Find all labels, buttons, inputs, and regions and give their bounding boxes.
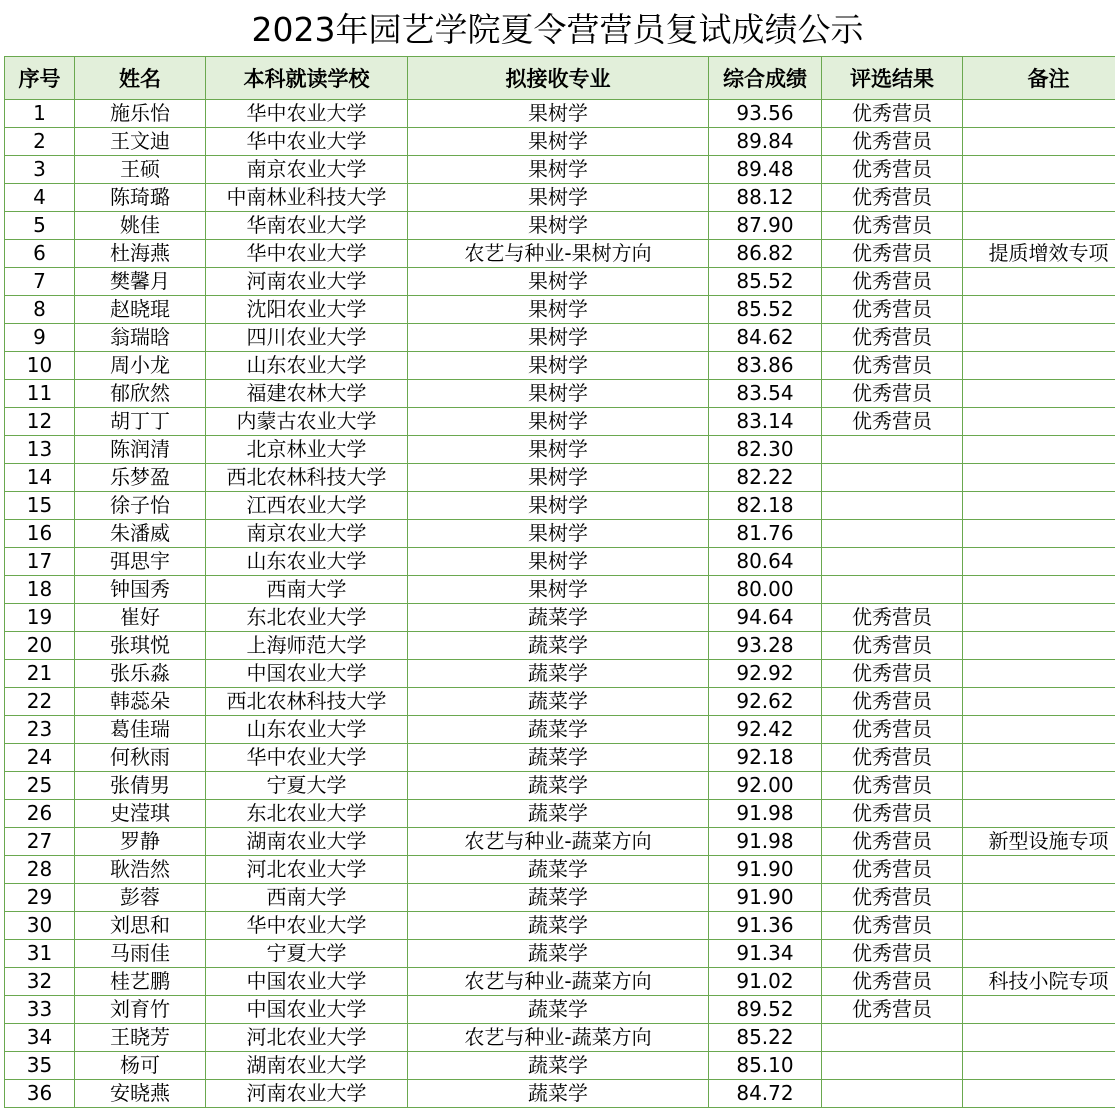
cell-school: 华中农业大学 xyxy=(206,100,408,128)
cell-major: 果树学 xyxy=(408,184,709,212)
cell-result xyxy=(822,520,963,548)
cell-major: 蔬菜学 xyxy=(408,1052,709,1080)
cell-score: 80.00 xyxy=(709,576,822,604)
cell-index: 5 xyxy=(5,212,75,240)
table-row xyxy=(5,184,1115,212)
cell-remark xyxy=(963,576,1115,604)
cell-major: 蔬菜学 xyxy=(408,940,709,968)
cell-result: 优秀营员 xyxy=(822,240,963,268)
cell-index: 26 xyxy=(5,800,75,828)
header-remark: 备注 xyxy=(963,57,1115,100)
cell-name: 翁瑞晗 xyxy=(75,324,206,352)
cell-index: 32 xyxy=(5,968,75,996)
cell-major: 果树学 xyxy=(408,212,709,240)
cell-score: 93.28 xyxy=(709,632,822,660)
cell-score: 85.10 xyxy=(709,1052,822,1080)
cell-name: 王文迪 xyxy=(75,128,206,156)
table-row xyxy=(5,604,1115,632)
cell-remark: 科技小院专项 xyxy=(963,968,1115,996)
table-row xyxy=(5,632,1115,660)
cell-name: 赵晓琨 xyxy=(75,296,206,324)
cell-score: 84.72 xyxy=(709,1080,822,1108)
cell-score: 91.98 xyxy=(709,800,822,828)
cell-name: 姚佳 xyxy=(75,212,206,240)
cell-major: 果树学 xyxy=(408,548,709,576)
cell-major: 蔬菜学 xyxy=(408,604,709,632)
cell-major: 农艺与种业-蔬菜方向 xyxy=(408,828,709,856)
cell-major: 蔬菜学 xyxy=(408,716,709,744)
cell-result xyxy=(822,1052,963,1080)
cell-result: 优秀营员 xyxy=(822,716,963,744)
cell-school: 华中农业大学 xyxy=(206,744,408,772)
cell-name: 桂艺鹏 xyxy=(75,968,206,996)
cell-index: 2 xyxy=(5,128,75,156)
cell-index: 9 xyxy=(5,324,75,352)
table-row xyxy=(5,492,1115,520)
cell-index: 15 xyxy=(5,492,75,520)
cell-index: 25 xyxy=(5,772,75,800)
cell-index: 1 xyxy=(5,100,75,128)
cell-school: 华中农业大学 xyxy=(206,128,408,156)
cell-name: 王晓芳 xyxy=(75,1024,206,1052)
cell-major: 果树学 xyxy=(408,100,709,128)
cell-score: 91.36 xyxy=(709,912,822,940)
table-row xyxy=(5,856,1115,884)
table-row xyxy=(5,212,1115,240)
cell-name: 张琪悦 xyxy=(75,632,206,660)
cell-remark xyxy=(963,100,1115,128)
cell-school: 沈阳农业大学 xyxy=(206,296,408,324)
cell-school: 华中农业大学 xyxy=(206,912,408,940)
cell-index: 8 xyxy=(5,296,75,324)
cell-name: 樊馨月 xyxy=(75,268,206,296)
cell-remark xyxy=(963,604,1115,632)
cell-school: 西北农林科技大学 xyxy=(206,688,408,716)
cell-result: 优秀营员 xyxy=(822,856,963,884)
cell-school: 内蒙古农业大学 xyxy=(206,408,408,436)
cell-name: 王硕 xyxy=(75,156,206,184)
cell-name: 施乐怡 xyxy=(75,100,206,128)
results-table xyxy=(4,56,1115,1108)
table-row xyxy=(5,380,1115,408)
cell-name: 胡丁丁 xyxy=(75,408,206,436)
cell-remark xyxy=(963,716,1115,744)
cell-remark xyxy=(963,1080,1115,1108)
cell-score: 89.48 xyxy=(709,156,822,184)
cell-remark xyxy=(963,436,1115,464)
cell-score: 86.82 xyxy=(709,240,822,268)
table-row xyxy=(5,352,1115,380)
table-row xyxy=(5,296,1115,324)
cell-score: 92.92 xyxy=(709,660,822,688)
cell-major: 蔬菜学 xyxy=(408,996,709,1024)
cell-result xyxy=(822,548,963,576)
header-major: 拟接收专业 xyxy=(408,57,709,100)
cell-remark xyxy=(963,464,1115,492)
cell-score: 91.02 xyxy=(709,968,822,996)
cell-name: 彭蓉 xyxy=(75,884,206,912)
cell-school: 东北农业大学 xyxy=(206,800,408,828)
cell-name: 朱潘威 xyxy=(75,520,206,548)
cell-school: 宁夏大学 xyxy=(206,772,408,800)
cell-result: 优秀营员 xyxy=(822,156,963,184)
cell-school: 中国农业大学 xyxy=(206,660,408,688)
header-index: 序号 xyxy=(5,57,75,100)
cell-index: 35 xyxy=(5,1052,75,1080)
cell-result: 优秀营员 xyxy=(822,800,963,828)
table-body xyxy=(5,100,1115,1108)
cell-school: 福建农林大学 xyxy=(206,380,408,408)
cell-result xyxy=(822,576,963,604)
table-row xyxy=(5,100,1115,128)
cell-score: 82.30 xyxy=(709,436,822,464)
cell-remark xyxy=(963,548,1115,576)
cell-index: 11 xyxy=(5,380,75,408)
cell-score: 92.42 xyxy=(709,716,822,744)
cell-school: 山东农业大学 xyxy=(206,548,408,576)
cell-major: 果树学 xyxy=(408,408,709,436)
cell-remark xyxy=(963,688,1115,716)
cell-index: 31 xyxy=(5,940,75,968)
cell-index: 12 xyxy=(5,408,75,436)
cell-result: 优秀营员 xyxy=(822,968,963,996)
table-row xyxy=(5,912,1115,940)
cell-name: 韩蕊朵 xyxy=(75,688,206,716)
cell-score: 87.90 xyxy=(709,212,822,240)
table-row xyxy=(5,1080,1115,1108)
cell-index: 22 xyxy=(5,688,75,716)
table-row xyxy=(5,1052,1115,1080)
cell-result: 优秀营员 xyxy=(822,604,963,632)
table-row xyxy=(5,436,1115,464)
cell-index: 6 xyxy=(5,240,75,268)
table-row xyxy=(5,240,1115,268)
header-score: 综合成绩 xyxy=(709,57,822,100)
cell-result: 优秀营员 xyxy=(822,828,963,856)
cell-result xyxy=(822,1024,963,1052)
page-title: 2023年园艺学院夏令营营员复试成绩公示 xyxy=(251,10,864,49)
cell-major: 果树学 xyxy=(408,324,709,352)
cell-score: 91.90 xyxy=(709,856,822,884)
cell-name: 周小龙 xyxy=(75,352,206,380)
cell-index: 10 xyxy=(5,352,75,380)
cell-result xyxy=(822,1080,963,1108)
cell-major: 果树学 xyxy=(408,576,709,604)
cell-score: 89.84 xyxy=(709,128,822,156)
cell-score: 94.64 xyxy=(709,604,822,632)
cell-major: 蔬菜学 xyxy=(408,884,709,912)
cell-remark xyxy=(963,352,1115,380)
cell-remark xyxy=(963,156,1115,184)
cell-name: 张倩男 xyxy=(75,772,206,800)
cell-remark xyxy=(963,492,1115,520)
cell-name: 杜海燕 xyxy=(75,240,206,268)
cell-school: 东北农业大学 xyxy=(206,604,408,632)
table-row xyxy=(5,940,1115,968)
cell-index: 16 xyxy=(5,520,75,548)
cell-name: 安晓燕 xyxy=(75,1080,206,1108)
cell-score: 83.54 xyxy=(709,380,822,408)
cell-result: 优秀营员 xyxy=(822,100,963,128)
cell-major: 蔬菜学 xyxy=(408,856,709,884)
cell-index: 14 xyxy=(5,464,75,492)
table-row xyxy=(5,716,1115,744)
cell-index: 19 xyxy=(5,604,75,632)
cell-name: 刘育竹 xyxy=(75,996,206,1024)
cell-name: 耿浩然 xyxy=(75,856,206,884)
cell-school: 湖南农业大学 xyxy=(206,1052,408,1080)
cell-result: 优秀营员 xyxy=(822,380,963,408)
cell-name: 郁欣然 xyxy=(75,380,206,408)
cell-name: 陈琦璐 xyxy=(75,184,206,212)
cell-name: 弭思宇 xyxy=(75,548,206,576)
cell-remark xyxy=(963,1052,1115,1080)
cell-major: 蔬菜学 xyxy=(408,800,709,828)
cell-major: 果树学 xyxy=(408,380,709,408)
cell-name: 刘思和 xyxy=(75,912,206,940)
cell-index: 24 xyxy=(5,744,75,772)
cell-result xyxy=(822,436,963,464)
cell-school: 西南大学 xyxy=(206,884,408,912)
table-row xyxy=(5,268,1115,296)
cell-major: 蔬菜学 xyxy=(408,912,709,940)
cell-index: 34 xyxy=(5,1024,75,1052)
cell-result: 优秀营员 xyxy=(822,996,963,1024)
cell-remark: 新型设施专项 xyxy=(963,828,1115,856)
cell-score: 91.90 xyxy=(709,884,822,912)
cell-score: 88.12 xyxy=(709,184,822,212)
table-row xyxy=(5,1024,1115,1052)
table-row xyxy=(5,156,1115,184)
cell-result: 优秀营员 xyxy=(822,744,963,772)
cell-major: 果树学 xyxy=(408,492,709,520)
cell-remark xyxy=(963,408,1115,436)
cell-result: 优秀营员 xyxy=(822,660,963,688)
cell-score: 92.18 xyxy=(709,744,822,772)
table-row xyxy=(5,884,1115,912)
cell-remark: 提质增效专项 xyxy=(963,240,1115,268)
cell-major: 果树学 xyxy=(408,520,709,548)
cell-remark xyxy=(963,184,1115,212)
cell-score: 84.62 xyxy=(709,324,822,352)
cell-major: 果树学 xyxy=(408,156,709,184)
table-row xyxy=(5,548,1115,576)
cell-score: 85.52 xyxy=(709,268,822,296)
cell-school: 西北农林科技大学 xyxy=(206,464,408,492)
cell-school: 湖南农业大学 xyxy=(206,828,408,856)
cell-index: 4 xyxy=(5,184,75,212)
cell-score: 92.62 xyxy=(709,688,822,716)
cell-index: 30 xyxy=(5,912,75,940)
cell-result: 优秀营员 xyxy=(822,296,963,324)
cell-index: 23 xyxy=(5,716,75,744)
cell-score: 93.56 xyxy=(709,100,822,128)
cell-remark xyxy=(963,380,1115,408)
cell-remark xyxy=(963,856,1115,884)
cell-result: 优秀营员 xyxy=(822,268,963,296)
cell-school: 华中农业大学 xyxy=(206,240,408,268)
table-row xyxy=(5,576,1115,604)
header-result: 评选结果 xyxy=(822,57,963,100)
cell-result: 优秀营员 xyxy=(822,632,963,660)
cell-result: 优秀营员 xyxy=(822,408,963,436)
cell-school: 山东农业大学 xyxy=(206,352,408,380)
cell-score: 85.52 xyxy=(709,296,822,324)
cell-name: 杨可 xyxy=(75,1052,206,1080)
cell-school: 南京农业大学 xyxy=(206,520,408,548)
cell-major: 蔬菜学 xyxy=(408,688,709,716)
cell-score: 85.22 xyxy=(709,1024,822,1052)
table-row xyxy=(5,800,1115,828)
cell-name: 马雨佳 xyxy=(75,940,206,968)
table-row xyxy=(5,660,1115,688)
cell-result: 优秀营员 xyxy=(822,688,963,716)
cell-school: 南京农业大学 xyxy=(206,156,408,184)
cell-index: 27 xyxy=(5,828,75,856)
cell-name: 钟国秀 xyxy=(75,576,206,604)
cell-score: 91.34 xyxy=(709,940,822,968)
table-row xyxy=(5,324,1115,352)
cell-remark xyxy=(963,884,1115,912)
header-school: 本科就读学校 xyxy=(206,57,408,100)
cell-result: 优秀营员 xyxy=(822,128,963,156)
cell-major: 蔬菜学 xyxy=(408,744,709,772)
cell-remark xyxy=(963,212,1115,240)
cell-score: 82.18 xyxy=(709,492,822,520)
cell-name: 崔好 xyxy=(75,604,206,632)
cell-school: 中国农业大学 xyxy=(206,996,408,1024)
cell-name: 张乐淼 xyxy=(75,660,206,688)
cell-school: 河北农业大学 xyxy=(206,1024,408,1052)
table-row xyxy=(5,968,1115,996)
cell-index: 3 xyxy=(5,156,75,184)
cell-major: 蔬菜学 xyxy=(408,772,709,800)
cell-index: 18 xyxy=(5,576,75,604)
cell-score: 83.14 xyxy=(709,408,822,436)
cell-school: 西南大学 xyxy=(206,576,408,604)
cell-remark xyxy=(963,996,1115,1024)
cell-school: 河南农业大学 xyxy=(206,1080,408,1108)
cell-index: 36 xyxy=(5,1080,75,1108)
cell-score: 89.52 xyxy=(709,996,822,1024)
cell-major: 果树学 xyxy=(408,268,709,296)
table-row xyxy=(5,128,1115,156)
cell-result xyxy=(822,492,963,520)
cell-major: 果树学 xyxy=(408,436,709,464)
cell-result: 优秀营员 xyxy=(822,184,963,212)
cell-school: 中国农业大学 xyxy=(206,968,408,996)
cell-remark xyxy=(963,800,1115,828)
cell-remark xyxy=(963,268,1115,296)
cell-name: 葛佳瑞 xyxy=(75,716,206,744)
cell-score: 83.86 xyxy=(709,352,822,380)
table-row xyxy=(5,996,1115,1024)
cell-major: 蔬菜学 xyxy=(408,1080,709,1108)
cell-index: 17 xyxy=(5,548,75,576)
cell-school: 华南农业大学 xyxy=(206,212,408,240)
cell-result: 优秀营员 xyxy=(822,940,963,968)
cell-index: 13 xyxy=(5,436,75,464)
cell-index: 20 xyxy=(5,632,75,660)
cell-major: 果树学 xyxy=(408,296,709,324)
cell-result: 优秀营员 xyxy=(822,352,963,380)
cell-result: 优秀营员 xyxy=(822,772,963,800)
cell-score: 92.00 xyxy=(709,772,822,800)
table-row xyxy=(5,688,1115,716)
cell-index: 29 xyxy=(5,884,75,912)
cell-name: 史滢琪 xyxy=(75,800,206,828)
header-row xyxy=(5,57,1115,100)
cell-index: 7 xyxy=(5,268,75,296)
cell-major: 蔬菜学 xyxy=(408,660,709,688)
cell-name: 徐子怡 xyxy=(75,492,206,520)
cell-name: 乐梦盈 xyxy=(75,464,206,492)
cell-remark xyxy=(963,744,1115,772)
cell-score: 81.76 xyxy=(709,520,822,548)
cell-remark xyxy=(963,660,1115,688)
cell-major: 农艺与种业-蔬菜方向 xyxy=(408,968,709,996)
cell-score: 82.22 xyxy=(709,464,822,492)
cell-remark xyxy=(963,940,1115,968)
cell-name: 陈润清 xyxy=(75,436,206,464)
cell-school: 河北农业大学 xyxy=(206,856,408,884)
cell-major: 果树学 xyxy=(408,352,709,380)
cell-name: 罗静 xyxy=(75,828,206,856)
cell-major: 果树学 xyxy=(408,464,709,492)
cell-remark xyxy=(963,632,1115,660)
cell-major: 蔬菜学 xyxy=(408,632,709,660)
cell-result: 优秀营员 xyxy=(822,884,963,912)
table-row xyxy=(5,828,1115,856)
cell-score: 80.64 xyxy=(709,548,822,576)
cell-remark xyxy=(963,520,1115,548)
cell-result: 优秀营员 xyxy=(822,212,963,240)
cell-major: 农艺与种业-蔬菜方向 xyxy=(408,1024,709,1052)
cell-major: 果树学 xyxy=(408,128,709,156)
cell-remark xyxy=(963,912,1115,940)
cell-school: 江西农业大学 xyxy=(206,492,408,520)
cell-school: 河南农业大学 xyxy=(206,268,408,296)
cell-school: 上海师范大学 xyxy=(206,632,408,660)
cell-school: 宁夏大学 xyxy=(206,940,408,968)
cell-major: 农艺与种业-果树方向 xyxy=(408,240,709,268)
cell-result xyxy=(822,464,963,492)
table-row xyxy=(5,772,1115,800)
cell-remark xyxy=(963,1024,1115,1052)
cell-school: 北京林业大学 xyxy=(206,436,408,464)
cell-remark xyxy=(963,128,1115,156)
cell-remark xyxy=(963,296,1115,324)
cell-school: 山东农业大学 xyxy=(206,716,408,744)
header-name: 姓名 xyxy=(75,57,206,100)
cell-result: 优秀营员 xyxy=(822,324,963,352)
cell-remark xyxy=(963,772,1115,800)
cell-name: 何秋雨 xyxy=(75,744,206,772)
table-row xyxy=(5,520,1115,548)
cell-score: 91.98 xyxy=(709,828,822,856)
cell-school: 四川农业大学 xyxy=(206,324,408,352)
table-row xyxy=(5,464,1115,492)
cell-school: 中南林业科技大学 xyxy=(206,184,408,212)
cell-index: 28 xyxy=(5,856,75,884)
table-row xyxy=(5,408,1115,436)
cell-remark xyxy=(963,324,1115,352)
cell-result: 优秀营员 xyxy=(822,912,963,940)
cell-index: 21 xyxy=(5,660,75,688)
cell-index: 33 xyxy=(5,996,75,1024)
table-row xyxy=(5,744,1115,772)
